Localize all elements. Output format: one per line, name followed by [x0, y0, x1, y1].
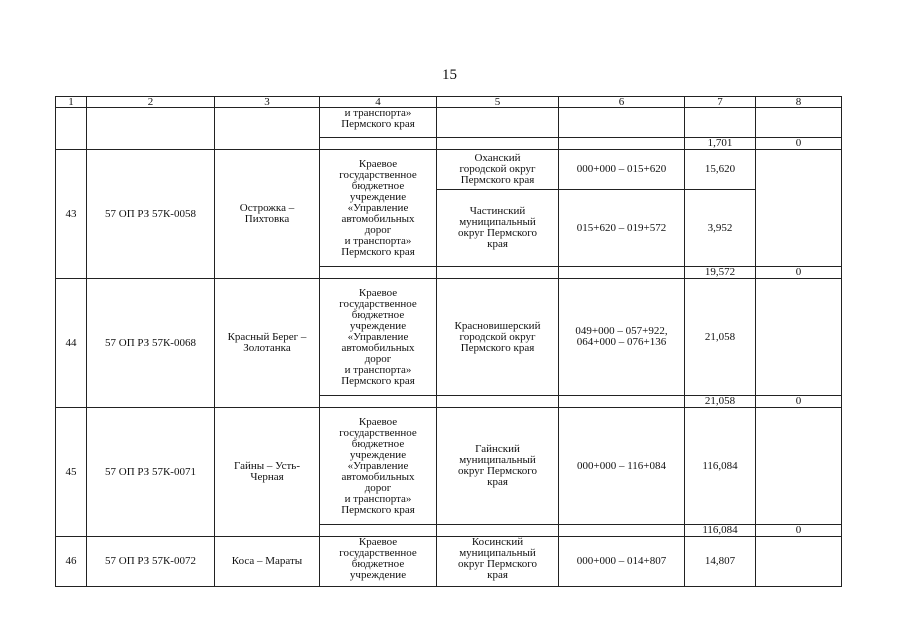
cell-km: 000+000 – 116+084 [559, 408, 685, 525]
roads-table [55, 96, 842, 587]
cell-code [87, 108, 215, 150]
cell-code: 57 ОП РЗ 57К-0058 [87, 150, 215, 279]
cell-total-blank [437, 267, 559, 279]
col-header-3: 3 [215, 97, 320, 108]
cell-district: Частинский муниципальный округ Пермского края [437, 190, 559, 267]
table-row-continuation [56, 108, 842, 138]
cell-num: 45 [56, 408, 87, 537]
cell-district [437, 108, 559, 138]
cell-total-blank [437, 396, 559, 408]
cell-num [56, 108, 87, 150]
cell-total-blank [437, 138, 559, 150]
cell-extra [756, 537, 842, 587]
cell-district: Оханский городской округ Пермского края [437, 150, 559, 190]
cell-length: 14,807 [685, 537, 756, 587]
col-header-6: 6 [559, 97, 685, 108]
cell-km: 049+000 – 057+922, 064+000 – 076+136 [559, 279, 685, 396]
cell-km: 015+620 – 019+572 [559, 190, 685, 267]
cell-extra [756, 108, 842, 138]
cell-length: 3,952 [685, 190, 756, 267]
cell-total-blank [559, 267, 685, 279]
cell-km: 000+000 – 014+807 [559, 537, 685, 587]
cell-length [685, 108, 756, 138]
cell-num: 46 [56, 537, 87, 587]
cell-num: 44 [56, 279, 87, 408]
cell-name: Острожка – Пихтовка [215, 150, 320, 279]
cell-total-blank [559, 525, 685, 537]
cell-total-length: 19,572 [685, 267, 756, 279]
cell-total-length: 21,058 [685, 396, 756, 408]
cell-num: 43 [56, 150, 87, 279]
cell-name: Гайны – Усть- Черная [215, 408, 320, 537]
cell-km: 000+000 – 015+620 [559, 150, 685, 190]
cell-owner: Краевое государственное бюджетное учреждение [320, 537, 437, 587]
table-row-43 [56, 150, 842, 190]
cell-total-extra: 0 [756, 138, 842, 150]
cell-name: Красный Берег – Золотанка [215, 279, 320, 408]
cell-km [559, 108, 685, 138]
cell-code: 57 ОП РЗ 57К-0068 [87, 279, 215, 408]
col-header-5: 5 [437, 97, 559, 108]
cell-total-blank [559, 396, 685, 408]
cell-total-extra: 0 [756, 525, 842, 537]
cell-total-blank [320, 525, 437, 537]
cell-total-blank [559, 138, 685, 150]
col-header-1: 1 [56, 97, 87, 108]
cell-length: 21,058 [685, 279, 756, 396]
cell-total-extra: 0 [756, 267, 842, 279]
col-header-7: 7 [685, 97, 756, 108]
cell-name: Коса – Мараты [215, 537, 320, 587]
cell-total-blank [437, 525, 559, 537]
cell-total-blank [320, 267, 437, 279]
cell-extra [756, 408, 842, 525]
table-row-46 [56, 537, 842, 587]
cell-total-length: 1,701 [685, 138, 756, 150]
cell-code: 57 ОП РЗ 57К-0071 [87, 408, 215, 537]
cell-owner: Краевое государственное бюджетное учреждение «Управление автомобильных дорог и транспорта» Пермского края [320, 408, 437, 525]
cell-extra [756, 150, 842, 267]
cell-district: Гайнский муниципальный округ Пермского края [437, 408, 559, 525]
cell-total-blank [320, 138, 437, 150]
column-number-row [56, 97, 842, 108]
cell-extra [756, 279, 842, 396]
cell-owner: Краевое государственное бюджетное учреждение «Управление автомобильных дорог и транспорта» Пермского края [320, 279, 437, 396]
page-number: 15 [442, 67, 457, 83]
cell-length: 116,084 [685, 408, 756, 525]
cell-total-blank [320, 396, 437, 408]
col-header-2: 2 [87, 97, 215, 108]
cell-length: 15,620 [685, 150, 756, 190]
cell-district: Косинский муниципальный округ Пермского края [437, 537, 559, 587]
cell-total-length: 116,084 [685, 525, 756, 537]
col-header-8: 8 [756, 97, 842, 108]
cell-name [215, 108, 320, 150]
cell-owner: Краевое государственное бюджетное учреждение «Управление автомобильных дорог и транспорта» Пермского края [320, 150, 437, 267]
table-row-44 [56, 279, 842, 396]
cell-total-extra: 0 [756, 396, 842, 408]
cell-owner: и транспорта» Пермского края [320, 108, 437, 138]
col-header-4: 4 [320, 97, 437, 108]
table-row-45 [56, 408, 842, 525]
cell-district: Красновишерский городской округ Пермского края [437, 279, 559, 396]
cell-code: 57 ОП РЗ 57К-0072 [87, 537, 215, 587]
